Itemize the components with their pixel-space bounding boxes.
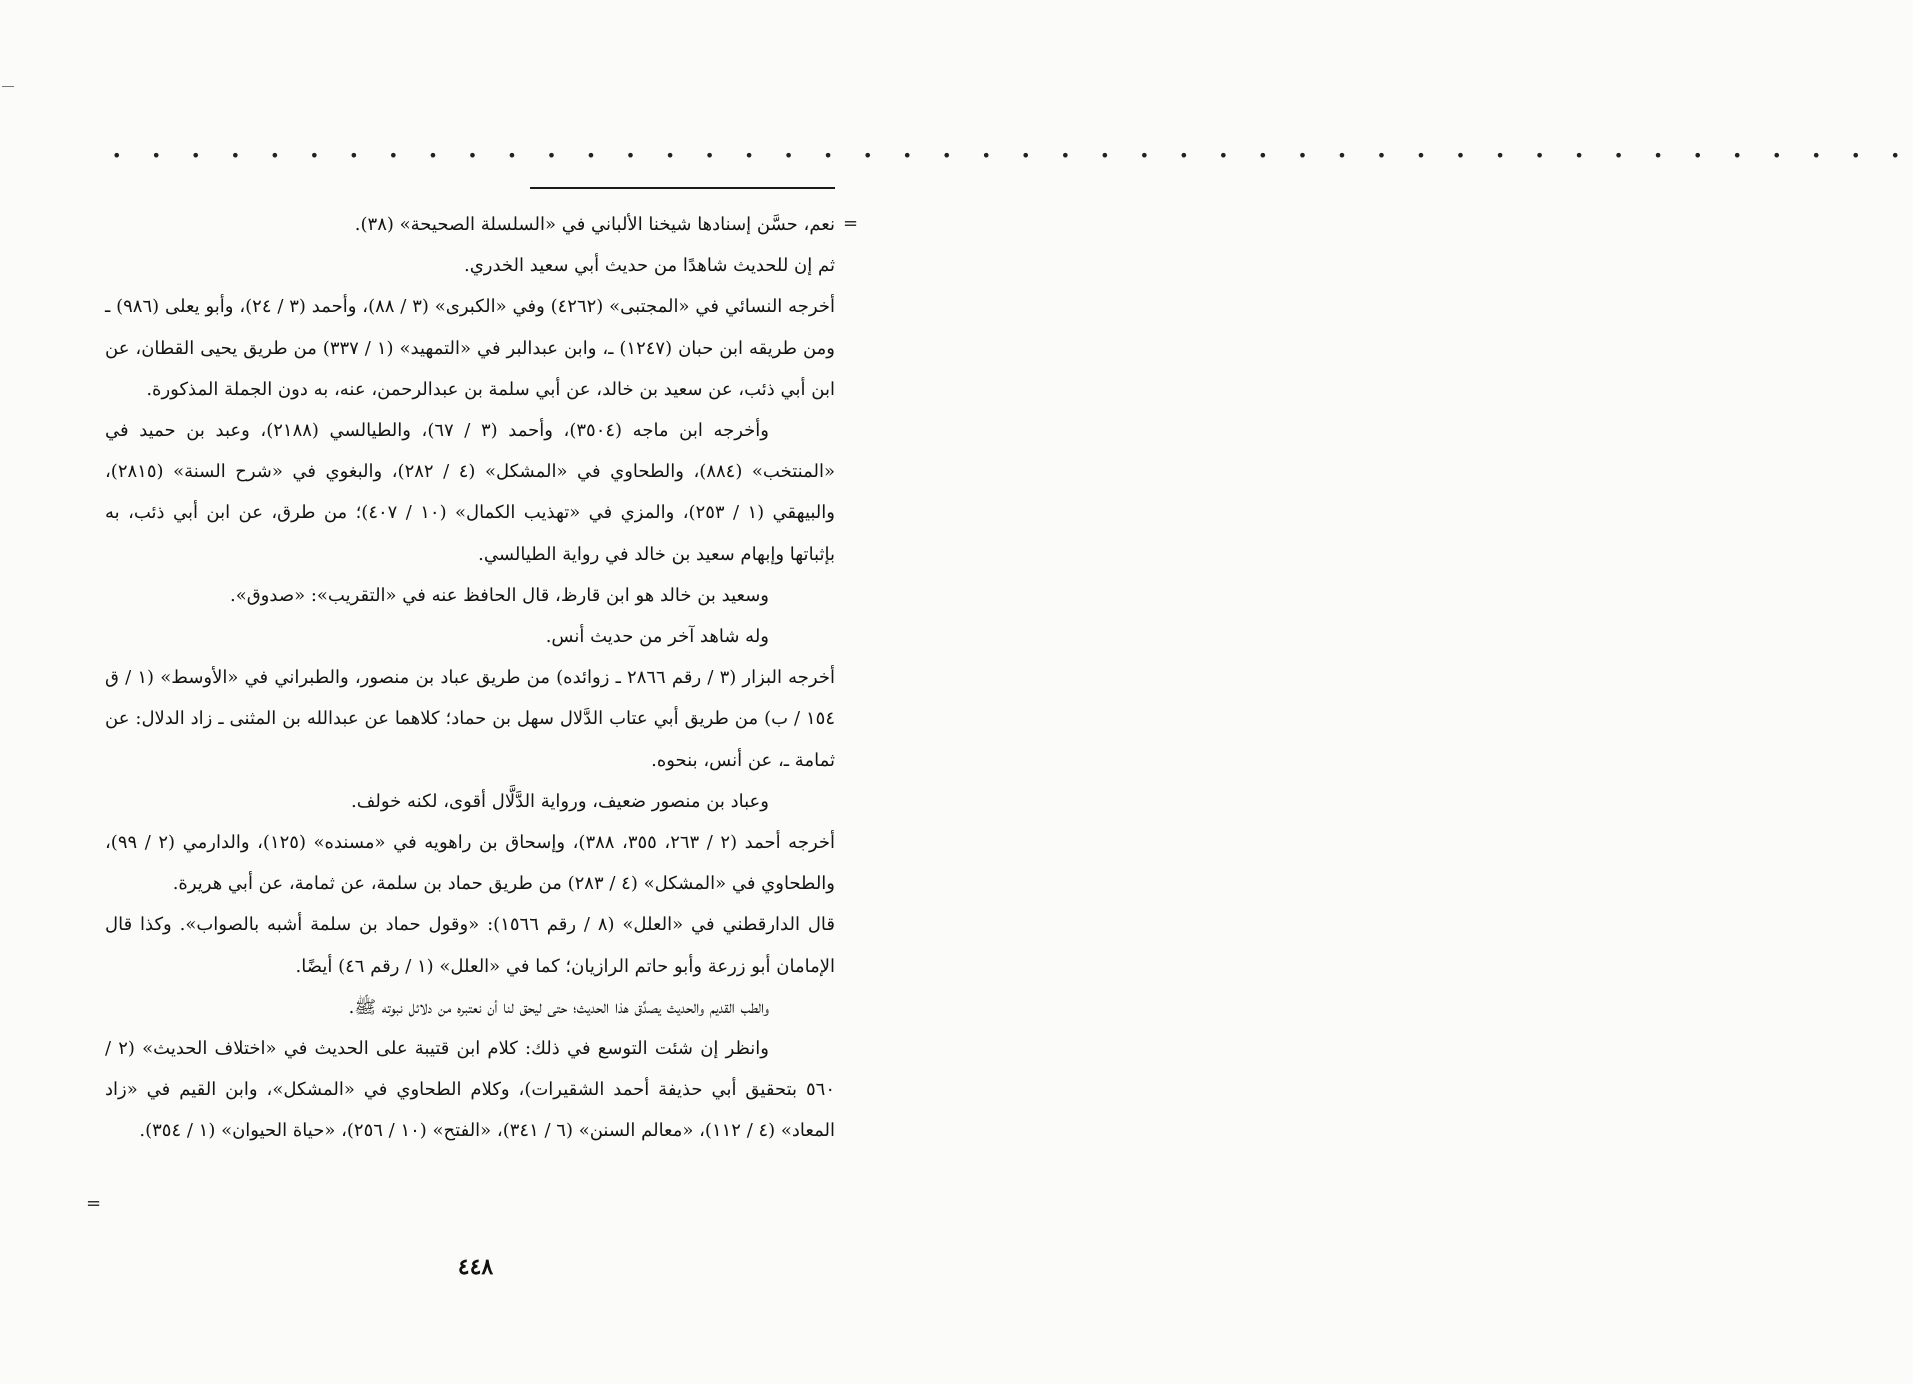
paragraph-ahmad-takhrij: أخرجه أحمد (٢ / ٢٦٣، ٣٥٥، ٣٨٨)، وإسحاق بن راهويه في «مسنده» (١٢٥)، والدارمي (٢ / ٩٩)، والطحاوي في «المشكل» (٤ / ٢٨٣) من طريق حماد بن سلمة، عن ثمامة، عن أبي هريرة.: [105, 832, 836, 895]
paragraph-anas-witness: وله شاهد آخر من حديث أنس.: [545, 626, 769, 648]
paragraph-further-reading: وانظر إن شئت التوسع في ذلك: كلام ابن قتيبة على الحديث في «اختلاف الحديث» (٢ / ٥٦٠ بتحقيق أبي حذيفة أحمد الشقيرات)، وكلام الطحاوي في «المشكل»، وابن القيم في «زاد المعاد» (٤ / ١١٢)، «معالم السنن» (٦ / ٣٤١)، «الفتح» (١٠ / ٢٥٦)، «حياة الحيوان» (١ / ٣٥٤).: [105, 1038, 835, 1142]
paragraph-bazzar-takhrij: أخرجه البزار (٣ / رقم ٢٨٦٦ ـ زوائده) من طريق عباد بن منصور، والطبراني في «الأوسط» (١ / ق ١٥٤ / ب) من طريق أبي عتاب الدَّلال سهل بن حماد؛ كلاهما عن عبدالله بن المثنى ـ زاد الدلال: عن ثمامة ـ، عن أنس، بنحوه.: [105, 667, 835, 771]
footnote-body: [105, 204, 835, 1234]
continuation-mark-top: =: [843, 213, 859, 234]
paragraph-said-ibn-khalid: وسعيد بن خالد هو ابن قارظ، قال الحافظ عنه في «التقريب»: «صدوق».: [229, 584, 769, 606]
paragraph-medicine: والطب القديم والحديث يصدِّق هذا الحديث؛ حتى ليحق لنا أن نعتبره من دلائل نبوته ﷺ.: [348, 996, 769, 1018]
paragraph-ibn-majah-takhrij: وأخرجه ابن ماجه (٣٥٠٤)، وأحمد (٣ / ٦٧)، والطيالسي (٢١٨٨)، وعبد بن حميد في «المنتخب» (٨٨٤)، والطحاوي في «المشكل» (٤ / ٢٨٢)، والبغوي في «شرح السنة» (٢٨١٥)، والبيهقي (١ / ٢٥٣)، والمزي في «تهذيب الكمال» (١٠ / ٤٠٧)؛ من طرق، عن ابن أبي ذئب، به بإثباتها وإبهام سعيد بن خالد في رواية الطيالسي.: [105, 420, 835, 565]
continuation-mark-bottom: =: [86, 1193, 102, 1214]
paragraph-abu-said-witness: ثم إن للحديث شاهدًا من حديث أبي سعيد الخدري.: [463, 255, 835, 277]
header-dot-leader: • • • • • • • • • • • • • • • • • • • • • • • • • • • • • • • • • • • • • • • • • • • • • •: [112, 146, 1913, 165]
paragraph-hasan-isnad: نعم، حسَّن إسنادها شيخنا الألباني في «السلسلة الصحيحة» (٣٨).: [354, 214, 835, 235]
page-number: ٤٤٨: [457, 1254, 494, 1280]
footnote-separator-rule: [530, 187, 835, 189]
scan-corner-mark: [2, 86, 14, 87]
paragraph-nasai-takhrij: أخرجه النسائي في «المجتبى» (٤٢٦٢) وفي «الكبرى» (٣ / ٨٨)، وأحمد (٣ / ٢٤)، وأبو يعلى (٩٨٦) ـ ومن طريقه ابن حبان (١٢٤٧) ـ، وابن عبدالبر في «التمهيد» (١ / ٣٣٧) من طريق يحيى القطان، عن ابن أبي ذئب، عن سعيد بن خالد، عن أبي سلمة بن عبدالرحمن، عنه، به دون الجملة المذكورة.: [105, 296, 835, 400]
paragraph-abbad-weak: وعباد بن منصور ضعيف، ورواية الدَّلَّال أقوى، لكنه خولف.: [351, 790, 769, 812]
paragraph-daraqutni: قال الدارقطني في «العلل» (٨ / رقم ١٥٦٦): «وقول حماد بن سلمة أشبه بالصواب». وكذا قال الإمامان أبو زرعة وأبو حاتم الرازيان؛ كما في «العلل» (١ / رقم ٤٦) أيضًا.: [105, 914, 835, 977]
